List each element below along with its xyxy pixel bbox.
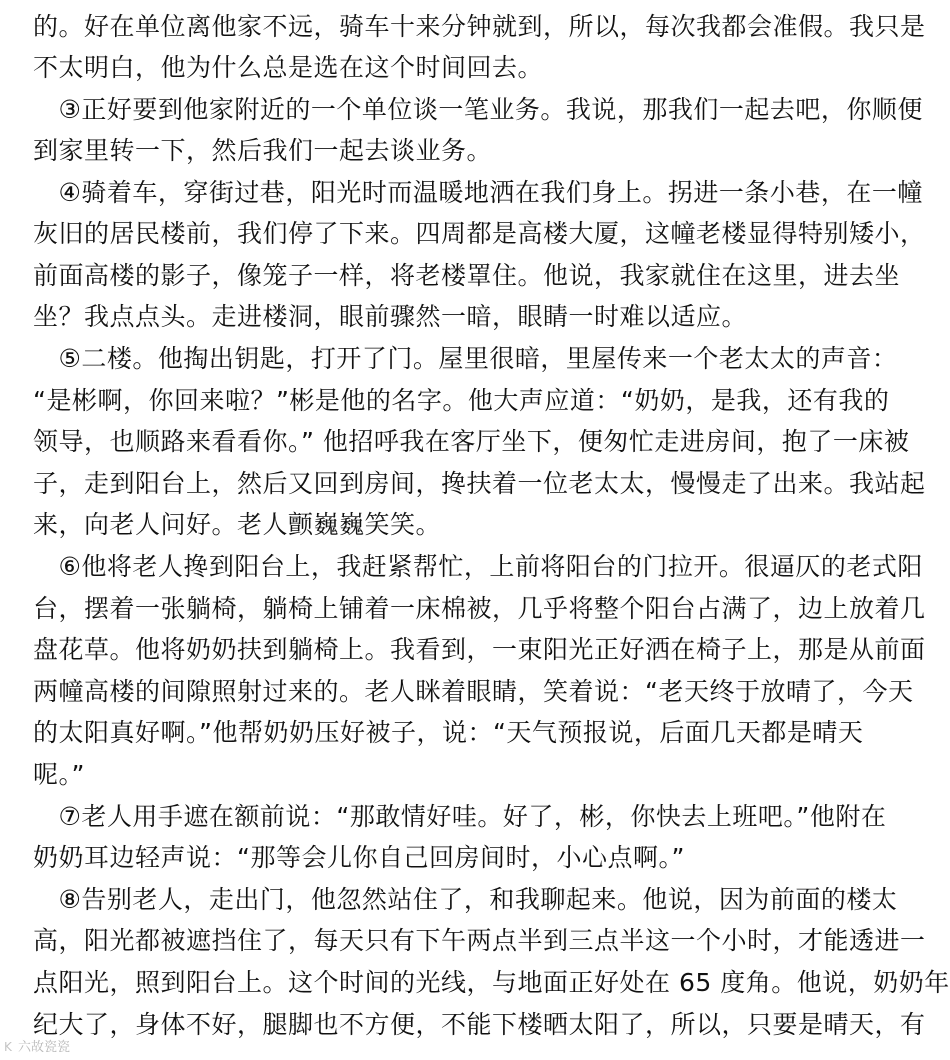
text-line: 坐？我点点头。走进楼洞，眼前骤然一暗，眼睛一时难以适应。 (33, 302, 748, 331)
watermark (4, 1036, 70, 1055)
text-line: 两幢高楼的间隙照射过来的。老人眯着眼睛，笑着说：“老天终于放晴了，今天 (33, 677, 914, 706)
text-line: 点阳光，照到阳台上。这个时间的光线，与地面正好处在 65 度角。他说，奶奶年 (33, 968, 950, 997)
text-line: 高，阳光都被遮挡住了，每天只有下午两点半到三点半这一个小时，才能透进一 (33, 926, 926, 955)
text-line: 盘花草。他将奶奶扶到躺椅上。我看到，一束阳光正好洒在椅子上，那是从前面 (33, 635, 926, 664)
watermark-logo-icon: K (4, 1040, 12, 1054)
text-line: 纪大了，身体不好，腿脚也不方便，不能下楼晒太阳了，所以，只要是晴天，有 (33, 1010, 926, 1039)
text-line: 不太明白，他为什么总是选在这个时间回去。 (33, 53, 544, 82)
text-line: 前面高楼的影子，像笼子一样，将老楼罩住。他说，我家就住在这里，进去坐 (33, 261, 901, 290)
text-line: ⑧告别老人，走出门，他忽然站住了，和我聊起来。他说，因为前面的楼太 (33, 885, 898, 914)
text-line: 子，走到阳台上，然后又回到房间，搀扶着一位老太太，慢慢走了出来。我站起 (33, 469, 926, 498)
text-line: ③正好要到他家附近的一个单位谈一笔业务。我说，那我们一起去吧，你顺便 (33, 95, 923, 124)
text-line: ⑤二楼。他掏出钥匙，打开了门。屋里很暗，里屋传来一个老太太的声音： (33, 344, 898, 373)
text-line: 呢。” (33, 760, 85, 789)
text-line: ④骑着车，穿街过巷，阳光时而温暖地洒在我们身上。拐进一条小巷，在一幢 (33, 178, 923, 207)
text-line: “是彬啊，你回来啦？”彬是他的名字。他大声应道：“奶奶，是我，还有我的 (33, 386, 890, 415)
text-line: 灰旧的居民楼前，我们停了下来。四周都是高楼大厦，这幢老楼显得特别矮小， (33, 219, 926, 248)
text-line: ⑦老人用手遮在额前说：“那敢情好哇。好了，彬，你快去上班吧。”他附在 (33, 802, 887, 831)
text-line: 的太阳真好啊。”他帮奶奶压好被子，说：“天气预报说，后面几天都是晴天 (33, 718, 864, 747)
text-line: 台，摆着一张躺椅，躺椅上铺着一床棉被，几乎将整个阳台占满了，边上放着几 (33, 594, 926, 623)
text-line: 来，向老人问好。老人颤巍巍笑笑。 (33, 510, 442, 539)
text-line: 到家里转一下，然后我们一起去谈业务。 (33, 136, 493, 165)
text-line: 的。好在单位离他家不远，骑车十来分钟就到，所以，每次我都会准假。我只是 (33, 12, 926, 41)
text-line: ⑥他将老人搀到阳台上，我赶紧帮忙，上前将阳台的门拉开。很逼仄的老式阳 (33, 552, 923, 581)
text-line: 奶奶耳边轻声说：“那等会儿你自己回房间时，小心点啊。” (33, 843, 685, 872)
text-line: 领导，也顺路来看看你。” 他招呼我在客厅坐下，便匆忙走进房间，抱了一床被 (33, 427, 910, 456)
watermark-text: 六故瓷瓷 (18, 1040, 71, 1055)
